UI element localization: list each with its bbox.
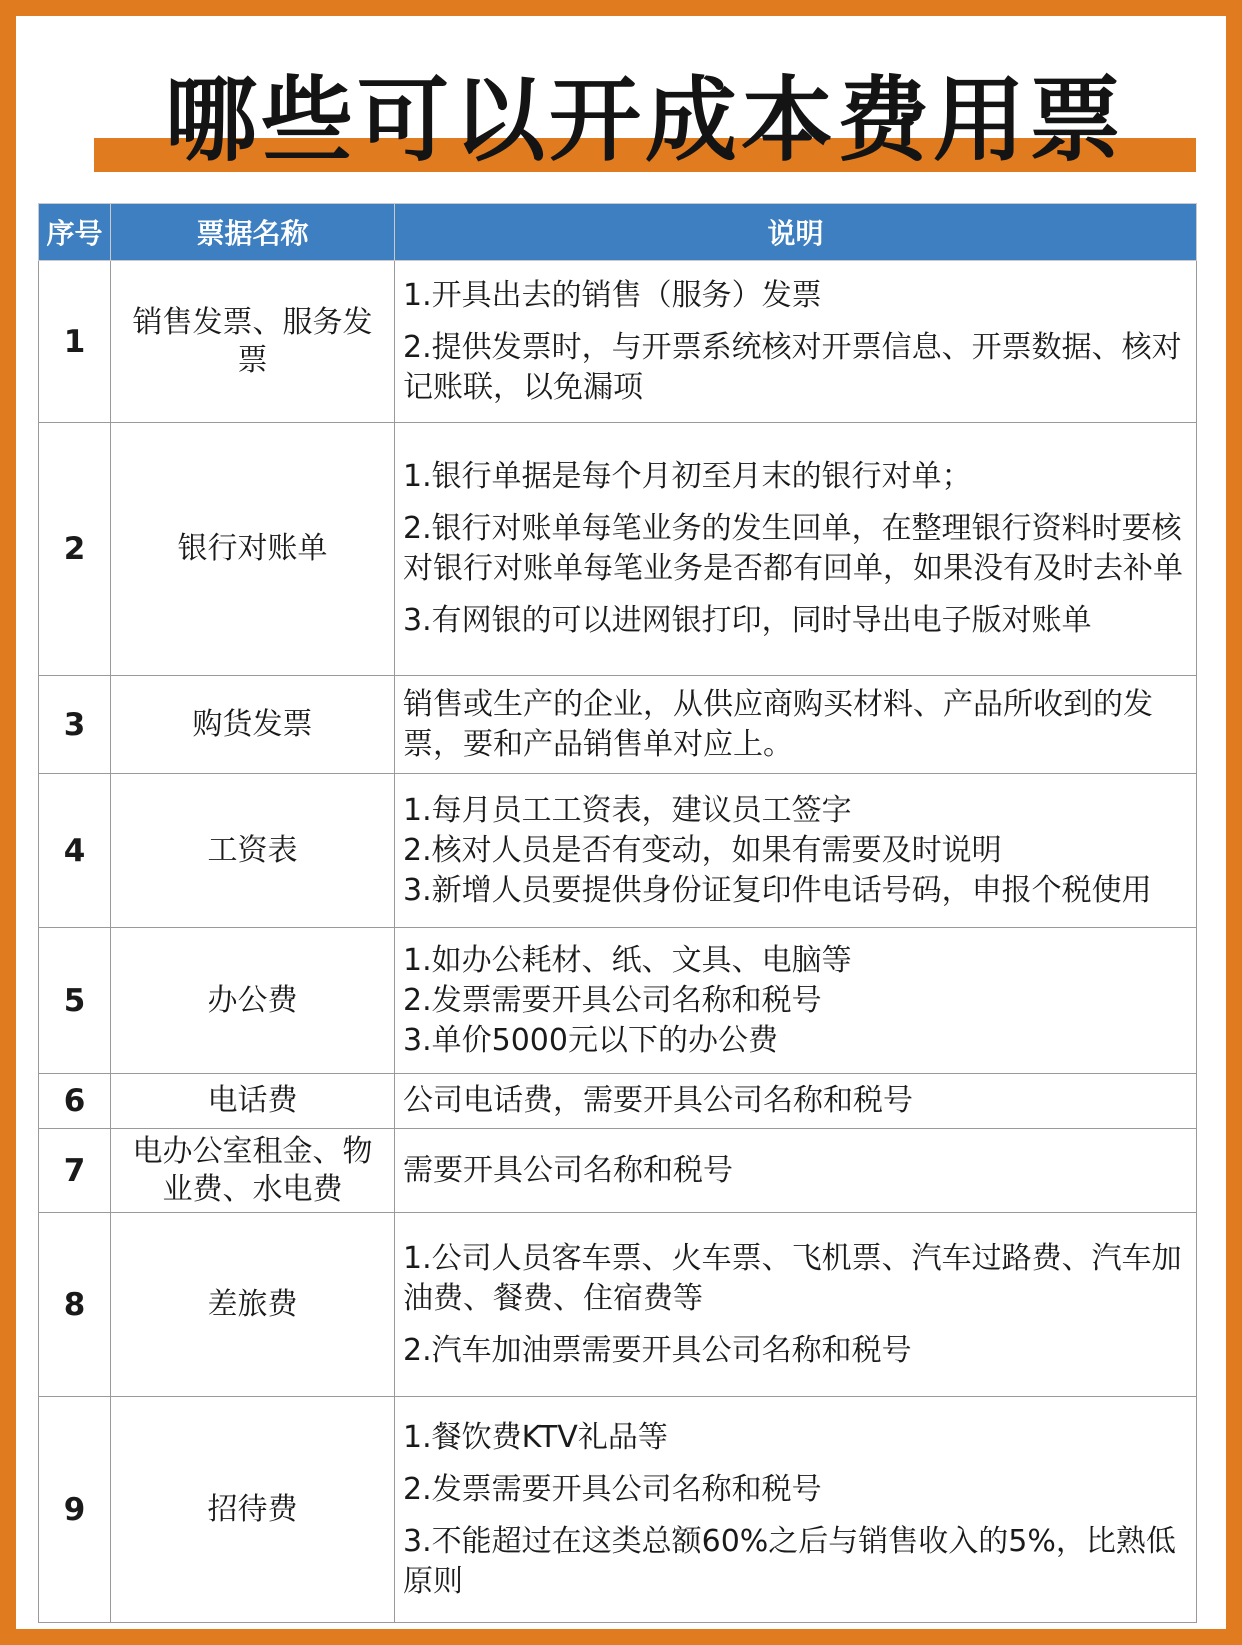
description-line: 3.不能超过在这类总额60%之后与销售收入的5%，比熟低原则 [403, 1523, 1176, 1599]
description-line: 3.新增人员要提供身份证复印件电话号码，申报个税使用 [403, 872, 1152, 908]
row-number: 7 [39, 1129, 111, 1213]
invoice-name: 购货发票 [111, 676, 395, 774]
row-number: 3 [39, 676, 111, 774]
header-name: 票据名称 [111, 204, 395, 261]
title-banner [94, 66, 1196, 181]
invoice-name: 招待费 [111, 1397, 395, 1623]
header-desc: 说明 [395, 204, 1197, 261]
description [395, 1397, 1197, 1623]
table-row [39, 1129, 1197, 1213]
table-row [39, 1074, 1197, 1129]
invoice-name: 办公费 [111, 928, 395, 1074]
row-number: 5 [39, 928, 111, 1074]
table-row [39, 928, 1197, 1074]
description [395, 774, 1197, 928]
description-line: 3.有网银的可以进网银打印，同时导出电子版对账单 [403, 603, 1092, 638]
table-row [39, 676, 1197, 774]
description [395, 1213, 1197, 1397]
invoice-name: 销售发票、服务发票 [111, 261, 395, 423]
description-line: 2.发票需要开具公司名称和税号 [403, 982, 822, 1018]
row-number: 9 [39, 1397, 111, 1623]
description-line: 1.银行单据是每个月初至月末的银行对单； [403, 459, 972, 494]
row-number: 6 [39, 1074, 111, 1129]
description [395, 1129, 1197, 1213]
description-line: 公司电话费，需要开具公司名称和税号 [403, 1083, 913, 1118]
page-title: 哪些可以开成本费用票 [164, 67, 1125, 174]
description [395, 261, 1197, 423]
invoice-table [38, 203, 1197, 1623]
row-number: 8 [39, 1213, 111, 1397]
description [395, 928, 1197, 1074]
table-row [39, 423, 1197, 676]
description-line: 1.餐饮费KTV礼品等 [403, 1419, 668, 1455]
description-line: 3.单价5000元以下的办公费 [403, 1022, 778, 1058]
invoice-name: 差旅费 [111, 1213, 395, 1397]
description-line: 需要开具公司名称和税号 [403, 1152, 733, 1188]
table-row [39, 774, 1197, 928]
invoice-name: 电办公室租金、物业费、水电费 [111, 1129, 395, 1213]
invoice-name: 电话费 [111, 1074, 395, 1129]
description-line: 1.开具出去的销售（服务）发票 [403, 277, 822, 313]
row-number: 1 [39, 261, 111, 423]
description-line: 销售或生产的企业，从供应商购买材料、产品所收到的发票，要和产品销售单对应上。 [403, 686, 1153, 762]
description [395, 423, 1197, 676]
row-number: 4 [39, 774, 111, 928]
description [395, 1074, 1197, 1129]
table-row [39, 261, 1197, 423]
description-line: 1.如办公耗材、纸、文具、电脑等 [403, 942, 852, 978]
table-row [39, 1213, 1197, 1397]
invoice-name: 银行对账单 [111, 423, 395, 676]
description-line: 1.每月员工工资表，建议员工签字 [403, 792, 852, 828]
table-row [39, 1397, 1197, 1623]
row-number: 2 [39, 423, 111, 676]
table-header-row [39, 204, 1197, 261]
description-line: 1.公司人员客车票、火车票、飞机票、汽车过路费、汽车加油费、餐费、住宿费等 [403, 1240, 1182, 1316]
description [395, 676, 1197, 774]
invoice-name: 工资表 [111, 774, 395, 928]
description-line: 2.银行对账单每笔业务的发生回单，在整理银行资料时要核对银行对账单每笔业务是否都有回单，如果没有及时去补单 [403, 511, 1183, 586]
description-line: 2.提供发票时，与开票系统核对开票信息、开票数据、核对记账联，以免漏项 [403, 329, 1182, 405]
description-line: 2.核对人员是否有变动，如果有需要及时说明 [403, 832, 1002, 868]
description-line: 2.汽车加油票需要开具公司名称和税号 [403, 1332, 912, 1368]
description-line: 2.发票需要开具公司名称和税号 [403, 1471, 822, 1507]
header-no: 序号 [39, 204, 111, 261]
